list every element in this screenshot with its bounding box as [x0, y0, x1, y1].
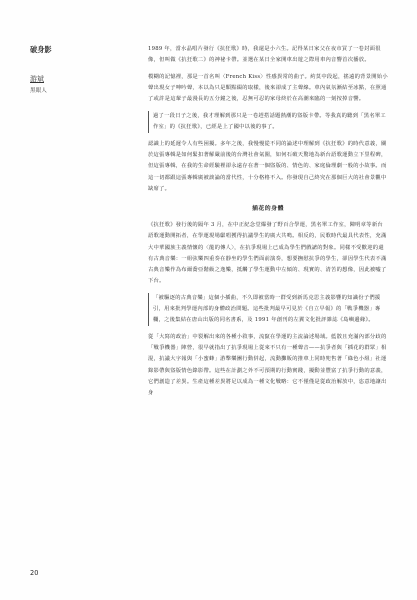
author-affiliation: 黑眼人 [30, 88, 47, 94]
page-number: 20 [30, 569, 39, 577]
paragraph: 過了一段日子之後，我才理解到那只是一卷趕搭話題熱潮的盜版卡帶。等我真的聽到「黑名單工作室」的《抗狂歌》，已經是上了國中以後的事了。 [148, 111, 388, 133]
paragraph: 模糊的記憶裡，那是一首名叫〈French Kiss〉性感異常的曲子。約莫中段起，搖遠的背景開始小聲出現女子呻吟聲，本以為只是顆點綴的取樣，後來卻成了主聲線。車內氣氛漸結至冰點，在照通了或許是這輩子最漫長的五分鐘之後，忍無可忍的家母終於在高潮來臨的一刻按掉音響。 [148, 73, 388, 103]
quote-paragraph: 「被驅逐的古典音樂」這個小插曲，不久即被當時一群受到新馬克思主義影響的知識份子們援引，用來批判學運內部的身體政治問題。這些批判最早可見於《自立早報》的「戰爭機器」專欄，之後集結在唐山出版的同名書系，及 1991 年創刊的左翼文化批評雜誌《島嶼邊緣》。 [148, 293, 388, 327]
section-title: 破身影 [30, 45, 52, 54]
author-name: 游斌 [30, 75, 44, 83]
paragraph: 從「大寫的政治」中裂解出來的各種小敘事，流竄在學運的主流論述場域。藍散且充滿內部分歧的「戰爭機器」陣營，很早就指出了抗爭現場上從來不只有一種聲音——抗爭者與「插花的群眾」相混，抗議大字報與「小蜜蜂」游擊樂團行動併起，流動攤販的推車上同時兜售著「綠色小組」社運錄影帶與盜版情色錄影帶。這些在計劃之外不可預期的行動實踐，擾動並豐富了抗爭行動的意義，它們創造了差異。生產這種差異將足以成為一種文化戰略：它不僅僅是從政治解放中，恣意地讓出身 [148, 333, 387, 396]
main-column [148, 44, 388, 399]
paragraph: 《抗狂歌》發行後的隔年 3 月，在中正紀念堂爆發了野百合學運，黑名單工作室，陳明章等新台語歌運動開拓者，在學運現場獻唱獲得抗議學生的廣大共鳴。相反的，民歌時代最具代表性，充滿大中華國族主義情懷的〈龍的傳人〉，在抗爭現場上已成為學生們戲謔的對象。同樣不受歡迎的還有古典音樂：一組弦樂四重奏在靜坐的學生們面前演奏，想要撫慰抗爭的學生，卻因學生代表不滿古典音樂作為布爾喬亞階級之逸樂，抵觸了學生運動中左傾的、現實的、清苦的想像，因此被嘘了下台。 [148, 222, 387, 285]
paragraph: 1989 年，當水晶唱片發行《抗狂歌》時，我還是小六生。記得某日家父在夜市買了一卷封面很像，但叫做《抗狂歌二》的神祕卡帶。並選在某日全家開車出遊之際用車內音響首次播放。 [148, 46, 381, 64]
paragraph: 認識上的延遲令人有些困擾。多年之後，我慢慢從不同的論述中理解到《抗狂歌》的時代意義，關於這張專輯是如何緊扣著解嚴前後的台灣社會氣圍，如何石破天驚地為新台語歌運動立下里程碑，但這張專輯，在我的生命經驗裡卻永遠存在著一個盜版的、情色的、家庭倫理劇一般的小故事。而這一切都跟這張專輯廣被談論的當代性，十分格格不入。你發現自己終究在那個巨大的社會景觀中缺席了。 [148, 140, 387, 192]
section-heading: 插花的身體 [252, 204, 284, 212]
